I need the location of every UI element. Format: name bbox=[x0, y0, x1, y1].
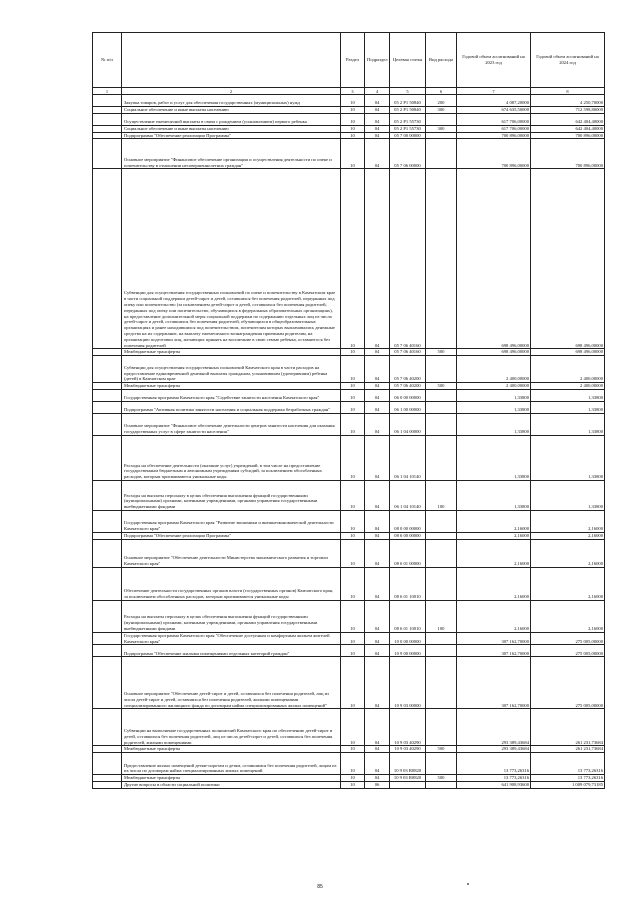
cell-2023: 4 087,20000 bbox=[457, 95, 531, 107]
header-row bbox=[93, 33, 605, 88]
table-row bbox=[93, 95, 605, 107]
cell-name: Подпрограмма "Активная политика занятости населения и социальная поддержка безработных граждан" bbox=[122, 401, 341, 413]
cell-num bbox=[93, 113, 122, 125]
cell-subsection: 04 bbox=[365, 567, 390, 600]
cell-section: 10 bbox=[341, 600, 365, 632]
cell-2024: 1,33800 bbox=[531, 480, 605, 510]
cell-expense bbox=[426, 632, 457, 645]
cell-section: 10 bbox=[341, 401, 365, 413]
cell-2024: 261 231,73684 bbox=[531, 709, 605, 746]
col-number: 1 bbox=[93, 88, 122, 95]
cell-num bbox=[93, 510, 122, 532]
cell-section: 10 bbox=[341, 125, 365, 132]
cell-subsection: 04 bbox=[365, 600, 390, 632]
table-row bbox=[93, 632, 605, 645]
table-row bbox=[93, 645, 605, 657]
cell-target: 06 1 00 00000 bbox=[390, 401, 426, 413]
cell-target: 10 0 00 00000 bbox=[390, 632, 426, 645]
table-row bbox=[93, 775, 605, 782]
table-row bbox=[93, 709, 605, 746]
cell-subsection: 04 bbox=[365, 632, 390, 645]
cell-section: 10 bbox=[341, 107, 365, 114]
cell-num bbox=[93, 125, 122, 132]
cell-target: 10 9 03 R0820 bbox=[390, 753, 426, 775]
cell-subsection: 04 bbox=[365, 645, 390, 657]
cell-target bbox=[390, 781, 426, 788]
cell-2024: 275 005,00000 bbox=[531, 632, 605, 645]
cell-num bbox=[93, 132, 122, 139]
cell-target: 06 0 00 00000 bbox=[390, 389, 426, 401]
cell-num bbox=[93, 709, 122, 746]
cell-expense: 300 bbox=[426, 125, 457, 132]
cell-subsection: 04 bbox=[365, 753, 390, 775]
cell-section: 10 bbox=[341, 113, 365, 125]
table-row bbox=[93, 753, 605, 775]
cell-section: 10 bbox=[341, 95, 365, 107]
cell-section: 10 bbox=[341, 510, 365, 532]
cell-name: Основное мероприятие "Финансовое обеспечение деятельности центров занятости населения для оказания государственных услуг в сфере занятости населения" bbox=[122, 413, 341, 435]
budget-table-sheet bbox=[92, 32, 604, 789]
scan-speck bbox=[467, 883, 469, 885]
cell-expense: 300 bbox=[426, 107, 457, 114]
cell-2024: 4 250,70000 bbox=[531, 95, 605, 107]
cell-target: 06 1 04 10140 bbox=[390, 480, 426, 510]
cell-2024: 1 009 079,73185 bbox=[531, 781, 605, 788]
header-target: Целевая статья bbox=[390, 33, 426, 88]
cell-target: 05 2 Р1 55730 bbox=[390, 113, 426, 125]
table-row bbox=[93, 480, 605, 510]
cell-expense bbox=[426, 389, 457, 401]
cell-section: 10 bbox=[341, 632, 365, 645]
table-row bbox=[93, 539, 605, 567]
table-row bbox=[93, 356, 605, 383]
table-row bbox=[93, 567, 605, 600]
cell-section: 10 bbox=[341, 349, 365, 356]
cell-section: 10 bbox=[341, 435, 365, 480]
table-row bbox=[93, 746, 605, 753]
cell-name: Подпрограмма "Обеспечение жилыми помещениями отдельных категорий граждан" bbox=[122, 645, 341, 657]
cell-num bbox=[93, 753, 122, 775]
cell-2024: 2,16000 bbox=[531, 532, 605, 539]
cell-2023: 1,33800 bbox=[457, 401, 531, 413]
cell-target: 10 9 03 40290 bbox=[390, 709, 426, 746]
cell-section: 10 bbox=[341, 567, 365, 600]
cell-num bbox=[93, 746, 122, 753]
table-row bbox=[93, 781, 605, 788]
cell-expense bbox=[426, 169, 457, 349]
table-row bbox=[93, 413, 605, 435]
cell-num bbox=[93, 480, 122, 510]
col-number: 2 bbox=[122, 88, 341, 95]
cell-name: Субвенции для осуществления государственных полномочий по опеке и попечительству в Камчатском крае в части социальной поддержки детей-сирот и детей, оставшихся без попечения родителей, переданных под опеку или попечительство (за исключением детей-сирот и детей, оставшихся без попечения родителей, переданных под опеку или попечительство, обучающихся в федеральных образовательных организациях), на предоставление дополнительной меры социальной поддержки по содержанию отдельных лиц из числа детей-сирот и детей, оставшихся без попечения родителей, обучающихся в общеобразовательных организациях и ранее находившихся под попечительством, попечителям которых выплачивались денежные средства на их содержание, на выплату ежемесячного вознаграждения приемным родителям, на организацию подготовки лиц, желающих принять на воспитание в свою семью ребенка, оставшегося без попечения родителей bbox=[122, 169, 341, 349]
cell-name: Государственная программа Камчатского края "Развитие экономики и внешнеэкономической деятельности Камчатского края" bbox=[122, 510, 341, 532]
cell-subsection: 04 bbox=[365, 532, 390, 539]
col-number: 7 bbox=[457, 88, 531, 95]
cell-2023: 700 896,00000 bbox=[457, 132, 531, 139]
cell-num bbox=[93, 775, 122, 782]
cell-name: Межбюджетные трансферты bbox=[122, 383, 341, 390]
budget-table bbox=[92, 32, 605, 789]
cell-expense bbox=[426, 781, 457, 788]
cell-name: Закупка товаров, работ и услуг для обеспечения государственных (муниципальных) нужд bbox=[122, 95, 341, 107]
cell-section: 10 bbox=[341, 775, 365, 782]
cell-expense bbox=[426, 113, 457, 125]
cell-name: Предоставление жилых помещений детям-сиротам и детям, оставшимся без попечения родителей, лицам из их числа по договорам найма специализированных жилых помещений bbox=[122, 753, 341, 775]
table-row bbox=[93, 435, 605, 480]
cell-target: 10 9 00 00000 bbox=[390, 645, 426, 657]
header-section: Раздел bbox=[341, 33, 365, 88]
cell-expense: 100 bbox=[426, 600, 457, 632]
cell-section: 10 bbox=[341, 132, 365, 139]
cell-subsection: 04 bbox=[365, 383, 390, 390]
cell-2024: 1,33800 bbox=[531, 389, 605, 401]
table-row bbox=[93, 383, 605, 390]
cell-num bbox=[93, 139, 122, 169]
col-number: 5 bbox=[390, 88, 426, 95]
col-number: 8 bbox=[531, 88, 605, 95]
cell-name: Субвенции для осуществления государственных полномочий Камчатского края в части расходов на предоставление единовременной денежной выплаты гражданам, усыновившим (удочерившим) ребенка (детей) в Камчатском крае bbox=[122, 356, 341, 383]
cell-2023: 1,33800 bbox=[457, 413, 531, 435]
cell-subsection: 04 bbox=[365, 349, 390, 356]
cell-name: Расходы на обеспечение деятельности (оказание услуг) учреждений, в том числе на предоставление государственным бюджетным и автономным учреждениям субсидий, за исключением обособленных расходов, которым присваиваются уникальные коды bbox=[122, 435, 341, 480]
cell-2023: 1,33800 bbox=[457, 435, 531, 480]
cell-section: 10 bbox=[341, 169, 365, 349]
cell-2024: 642 404,40000 bbox=[531, 125, 605, 132]
cell-2024: 1,33800 bbox=[531, 435, 605, 480]
cell-subsection: 04 bbox=[365, 413, 390, 435]
header-expense: Вид расхода bbox=[426, 33, 457, 88]
cell-expense bbox=[426, 567, 457, 600]
table-row bbox=[93, 139, 605, 169]
cell-2024: 261 231,73684 bbox=[531, 746, 605, 753]
cell-name: Основное мероприятие "Обеспечение деятельности Министерства экономического развития и торговли Камчатского края" bbox=[122, 539, 341, 567]
cell-subsection: 04 bbox=[365, 389, 390, 401]
cell-target: 10 9 03 R0820 bbox=[390, 775, 426, 782]
cell-target: 08 6 01 10010 bbox=[390, 567, 426, 600]
col-number: 3 bbox=[341, 88, 365, 95]
cell-name: Межбюджетные трансферты bbox=[122, 775, 341, 782]
cell-expense: 200 bbox=[426, 95, 457, 107]
cell-target: 05 7 00 00000 bbox=[390, 132, 426, 139]
cell-num bbox=[93, 567, 122, 600]
page-number: 85 bbox=[317, 884, 323, 890]
cell-2024: 2,16000 bbox=[531, 539, 605, 567]
cell-name: Подпрограмма "Обеспечение реализации Программы" bbox=[122, 532, 341, 539]
cell-section: 10 bbox=[341, 356, 365, 383]
cell-name: Расходы на выплаты персоналу в целях обеспечения выполнения функций государственными (муниципальными) органами, казенными учреждениями, органами управления государственными внебюджетными фондами bbox=[122, 480, 341, 510]
cell-section: 10 bbox=[341, 532, 365, 539]
cell-target: 08 6 01 10010 bbox=[390, 600, 426, 632]
cell-2023: 2,16000 bbox=[457, 539, 531, 567]
cell-num bbox=[93, 600, 122, 632]
cell-section: 10 bbox=[341, 389, 365, 401]
table-row bbox=[93, 132, 605, 139]
cell-name: Межбюджетные трансферты bbox=[122, 349, 341, 356]
cell-2023: 307 162,70000 bbox=[457, 645, 531, 657]
cell-target: 05 7 06 40200 bbox=[390, 356, 426, 383]
cell-2023: 698 496,00000 bbox=[457, 349, 531, 356]
cell-num bbox=[93, 401, 122, 413]
cell-target: 05 7 06 40160 bbox=[390, 349, 426, 356]
col-number: 4 bbox=[365, 88, 390, 95]
cell-2024: 698 496,00000 bbox=[531, 169, 605, 349]
table-row bbox=[93, 169, 605, 349]
header-subsection: Подраздел bbox=[365, 33, 390, 88]
cell-expense bbox=[426, 510, 457, 532]
cell-expense bbox=[426, 645, 457, 657]
cell-2023: 2 400,00000 bbox=[457, 356, 531, 383]
cell-target: 05 7 06 00000 bbox=[390, 139, 426, 169]
cell-name: Социальное обеспечение и иные выплаты населению bbox=[122, 107, 341, 114]
cell-subsection: 04 bbox=[365, 107, 390, 114]
cell-section: 10 bbox=[341, 480, 365, 510]
cell-section: 10 bbox=[341, 139, 365, 169]
cell-2023: 700 896,00000 bbox=[457, 139, 531, 169]
cell-num bbox=[93, 95, 122, 107]
table-row bbox=[93, 510, 605, 532]
cell-2023: 1,33800 bbox=[457, 480, 531, 510]
table-row bbox=[93, 349, 605, 356]
cell-target: 08 6 01 00000 bbox=[390, 539, 426, 567]
cell-2023: 293 389,43684 bbox=[457, 709, 531, 746]
cell-expense bbox=[426, 709, 457, 746]
cell-name: Социальное обеспечение и иные выплаты населению bbox=[122, 125, 341, 132]
cell-2023: 674 635,50000 bbox=[457, 107, 531, 114]
cell-expense bbox=[426, 132, 457, 139]
table-row bbox=[93, 401, 605, 413]
col-number: 6 bbox=[426, 88, 457, 95]
cell-2024: 2 400,00000 bbox=[531, 356, 605, 383]
cell-num bbox=[93, 781, 122, 788]
cell-num bbox=[93, 632, 122, 645]
table-row bbox=[93, 107, 605, 114]
cell-subsection: 04 bbox=[365, 480, 390, 510]
table-row bbox=[93, 125, 605, 132]
cell-2023: 293 389,43684 bbox=[457, 746, 531, 753]
cell-2023: 641 908,93600 bbox=[457, 781, 531, 788]
cell-subsection: 04 bbox=[365, 356, 390, 383]
cell-2024: 275 005,00000 bbox=[531, 657, 605, 709]
cell-num bbox=[93, 435, 122, 480]
cell-2024: 712 598,80000 bbox=[531, 107, 605, 114]
cell-expense: 500 bbox=[426, 746, 457, 753]
cell-2024: 1,33800 bbox=[531, 401, 605, 413]
cell-section: 10 bbox=[341, 746, 365, 753]
column-number-row bbox=[93, 88, 605, 95]
cell-subsection: 04 bbox=[365, 113, 390, 125]
cell-2023: 13 773,26316 bbox=[457, 753, 531, 775]
table-row bbox=[93, 389, 605, 401]
header-2024: Годовой объем ассигнований на 2024 год bbox=[531, 33, 605, 88]
cell-section: 10 bbox=[341, 709, 365, 746]
cell-num bbox=[93, 383, 122, 390]
cell-2023: 2,16000 bbox=[457, 567, 531, 600]
cell-section: 10 bbox=[341, 539, 365, 567]
cell-subsection: 04 bbox=[365, 775, 390, 782]
cell-2023: 617 706,00000 bbox=[457, 113, 531, 125]
cell-2024: 2,16000 bbox=[531, 600, 605, 632]
cell-name: Межбюджетные трансферты bbox=[122, 746, 341, 753]
cell-expense bbox=[426, 139, 457, 169]
cell-subsection: 04 bbox=[365, 539, 390, 567]
cell-subsection: 04 bbox=[365, 139, 390, 169]
cell-num bbox=[93, 349, 122, 356]
cell-2024: 2,16000 bbox=[531, 567, 605, 600]
cell-name: Обеспечение деятельности государственных органов власти (государственных органов) Камчатского края, за исключением обособленных расходов, которым присваиваются уникальные коды bbox=[122, 567, 341, 600]
cell-subsection: 04 bbox=[365, 746, 390, 753]
header-num: № п/п bbox=[93, 33, 122, 88]
cell-target: 05 2 Р1 50840 bbox=[390, 95, 426, 107]
cell-subsection: 06 bbox=[365, 781, 390, 788]
cell-section: 10 bbox=[341, 645, 365, 657]
cell-expense bbox=[426, 539, 457, 567]
cell-2023: 13 773,26316 bbox=[457, 775, 531, 782]
cell-target: 05 7 06 40160 bbox=[390, 169, 426, 349]
cell-2024: 700 896,00000 bbox=[531, 139, 605, 169]
cell-2023: 2,16000 bbox=[457, 600, 531, 632]
cell-name: Расходы на выплаты персоналу в целях обеспечения выполнения функций государственными (муниципальными) органами, казенными учреждениями, органами управления государственными внебюджетными фондами bbox=[122, 600, 341, 632]
cell-target: 05 2 Р1 55730 bbox=[390, 125, 426, 132]
cell-expense: 500 bbox=[426, 775, 457, 782]
cell-2024: 13 773,26316 bbox=[531, 775, 605, 782]
cell-num bbox=[93, 356, 122, 383]
cell-name: Другие вопросы в области социальной политики bbox=[122, 781, 341, 788]
cell-section: 10 bbox=[341, 413, 365, 435]
table-row bbox=[93, 657, 605, 709]
cell-num bbox=[93, 169, 122, 349]
cell-expense: 500 bbox=[426, 383, 457, 390]
cell-expense bbox=[426, 435, 457, 480]
cell-section: 10 bbox=[341, 781, 365, 788]
cell-subsection: 04 bbox=[365, 657, 390, 709]
cell-expense bbox=[426, 532, 457, 539]
cell-name: Субвенции на выполнение государственных полномочий Камчатского края по обеспечению детей-сирот и детей, оставшихся без попечения родителей, лиц из числа детей-сирот и детей, оставшихся без попечения родителей, жилыми помещениями bbox=[122, 709, 341, 746]
cell-2024: 642 404,40000 bbox=[531, 113, 605, 125]
cell-2024: 2,16000 bbox=[531, 510, 605, 532]
cell-expense: 500 bbox=[426, 349, 457, 356]
cell-target: 10 9 03 40290 bbox=[390, 746, 426, 753]
cell-name: Государственная программа Камчатского края "Содействие занятости населения Камчатского края" bbox=[122, 389, 341, 401]
cell-subsection: 04 bbox=[365, 709, 390, 746]
cell-2024: 1,33800 bbox=[531, 413, 605, 435]
header-2023: Годовой объем ассигнований на 2023 год bbox=[457, 33, 531, 88]
cell-target: 05 2 Р1 50840 bbox=[390, 107, 426, 114]
header-name bbox=[122, 33, 341, 88]
cell-2023: 2,16000 bbox=[457, 510, 531, 532]
cell-expense bbox=[426, 657, 457, 709]
table-row bbox=[93, 532, 605, 539]
cell-num bbox=[93, 532, 122, 539]
cell-target: 06 1 04 00000 bbox=[390, 413, 426, 435]
cell-target: 08 6 00 00000 bbox=[390, 532, 426, 539]
cell-2024: 13 773,26316 bbox=[531, 753, 605, 775]
cell-subsection: 04 bbox=[365, 435, 390, 480]
cell-2024: 700 896,00000 bbox=[531, 132, 605, 139]
cell-2023: 2,16000 bbox=[457, 532, 531, 539]
cell-num bbox=[93, 657, 122, 709]
cell-2023: 698 496,00000 bbox=[457, 169, 531, 349]
cell-num bbox=[93, 389, 122, 401]
cell-section: 10 bbox=[341, 657, 365, 709]
cell-num bbox=[93, 413, 122, 435]
cell-2024: 698 496,00000 bbox=[531, 349, 605, 356]
cell-expense bbox=[426, 413, 457, 435]
cell-name: Государственная программа Камчатского края "Обеспечение доступным и комфортным жильем жителей Камчатского края" bbox=[122, 632, 341, 645]
cell-name: Основное мероприятие "Обеспечение детей-сирот и детей, оставшихся без попечения родителей, лиц из числа детей-сирот и детей, оставшихся без попечения родителей, жилыми помещениями специализированного жилищного фонда по договорам найма специализированных жилых помещений" bbox=[122, 657, 341, 709]
cell-name: Подпрограмма "Обеспечение реализации Программы" bbox=[122, 132, 341, 139]
cell-2024: 275 005,00000 bbox=[531, 645, 605, 657]
cell-2023: 307 162,70000 bbox=[457, 632, 531, 645]
cell-expense: 100 bbox=[426, 480, 457, 510]
cell-name: Основное мероприятие "Финансовое обеспечение организации и осуществления деятельности по опеке и попечительству в отношении несовершеннолетних граждан" bbox=[122, 139, 341, 169]
cell-expense bbox=[426, 356, 457, 383]
cell-subsection: 04 bbox=[365, 169, 390, 349]
table-row bbox=[93, 600, 605, 632]
cell-target: 06 1 04 10140 bbox=[390, 435, 426, 480]
cell-2023: 2 400,00000 bbox=[457, 383, 531, 390]
cell-2023: 1,33800 bbox=[457, 389, 531, 401]
cell-section: 10 bbox=[341, 383, 365, 390]
cell-subsection: 04 bbox=[365, 510, 390, 532]
cell-2023: 617 706,00000 bbox=[457, 125, 531, 132]
cell-2023: 307 162,70000 bbox=[457, 657, 531, 709]
cell-2024: 2 400,00000 bbox=[531, 383, 605, 390]
cell-expense bbox=[426, 401, 457, 413]
cell-subsection: 04 bbox=[365, 95, 390, 107]
cell-num bbox=[93, 645, 122, 657]
cell-subsection: 04 bbox=[365, 401, 390, 413]
cell-num bbox=[93, 107, 122, 114]
cell-num bbox=[93, 539, 122, 567]
cell-expense bbox=[426, 753, 457, 775]
cell-name: Осуществление ежемесячной выплаты в связи с рождением (усыновлением) первого ребенка bbox=[122, 113, 341, 125]
cell-subsection: 04 bbox=[365, 132, 390, 139]
cell-target: 08 0 00 00000 bbox=[390, 510, 426, 532]
cell-section: 10 bbox=[341, 753, 365, 775]
table-row bbox=[93, 113, 605, 125]
cell-subsection: 04 bbox=[365, 125, 390, 132]
cell-target: 05 7 06 40200 bbox=[390, 383, 426, 390]
cell-target: 10 9 03 00000 bbox=[390, 657, 426, 709]
